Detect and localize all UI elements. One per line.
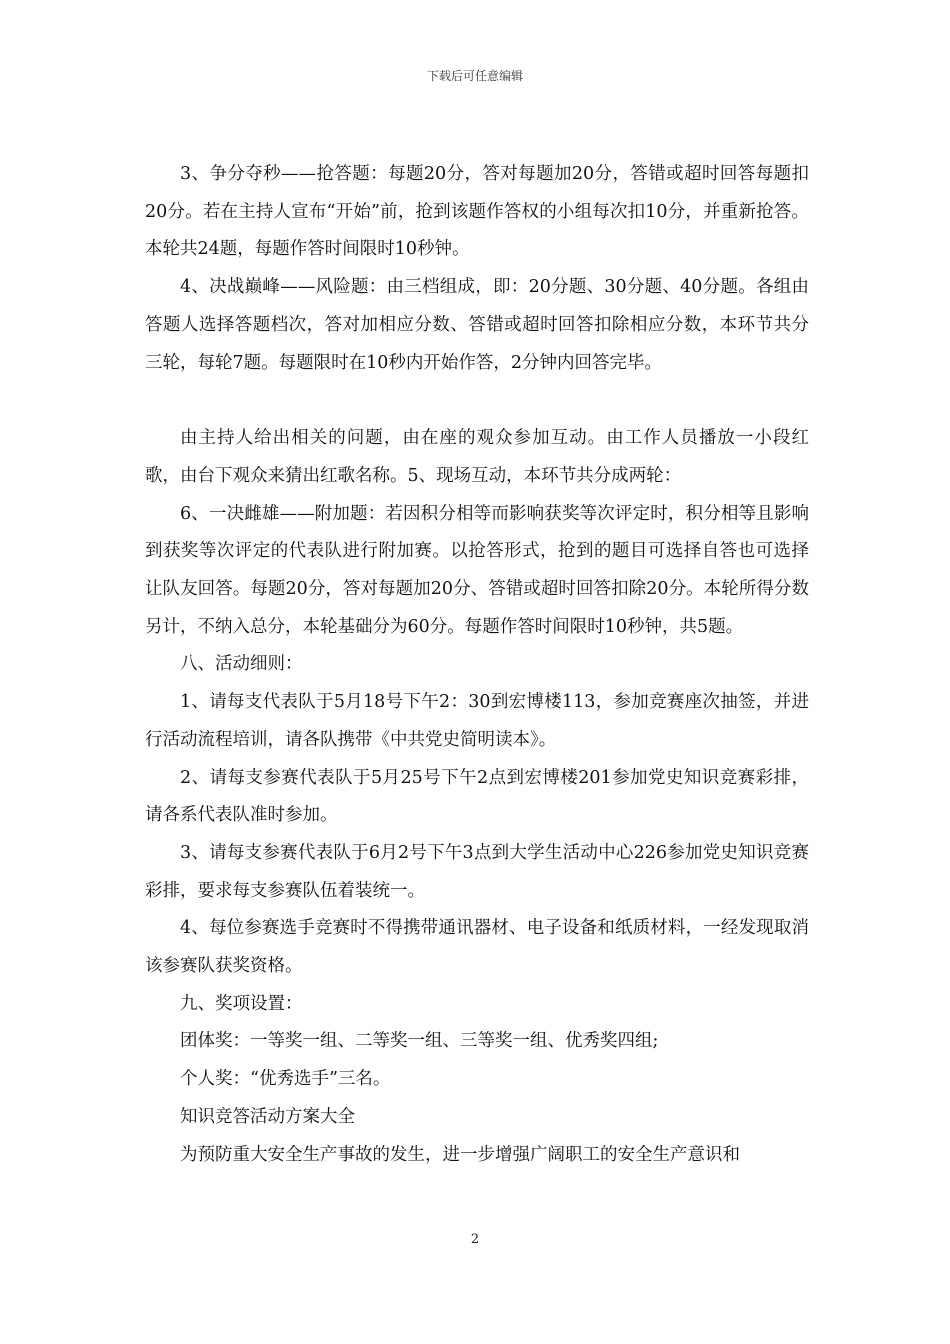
section-heading-awards: 九、奖项设置： xyxy=(180,993,303,1014)
section-heading-plan-title: 知识竞答活动方案大全 xyxy=(180,1106,355,1127)
paragraph-audience-interaction: 由主持人给出相关的问题，由在座的观众参加互动。由工作人员播放一小段红歌，由台下观众来猜出红歌名称。5、现场互动，本环节共分成两轮： xyxy=(145,428,809,486)
paragraph-plan-intro: 为预防重大安全生产事故的发生，进一步增强广阔职工的安全生产意识和 xyxy=(180,1144,740,1165)
document-body xyxy=(145,156,809,1174)
paragraph-team-awards: 团体奖：一等奖一组、二等奖一组、三等奖一组、优秀奖四组; xyxy=(180,1031,659,1052)
paragraph-detail-4: 4、每位参赛选手竞赛时不得携带通讯器材、电子设备和纸质材料，一经发现取消该参赛队获奖资格。 xyxy=(145,918,809,977)
paragraph-detail-3: 3、请每支参赛代表队于6月2号下午3点到大学生活动中心226参加党史知识竞赛彩排，要求每支参赛队伍着装统一。 xyxy=(145,842,809,901)
paragraph-gap xyxy=(145,382,809,420)
page-header-note: 下载后可任意编辑 xyxy=(426,69,523,83)
section-heading-activity-rules: 八、活动细则： xyxy=(180,654,303,675)
page-number: 2 xyxy=(470,1232,480,1247)
paragraph-rule-4: 4、决战巅峰——风险题：由三档组成，即：20分题、30分题、40分题。各组由答题人选择答题档次，答对加相应分数、答错或超时回答扣除相应分数，本环节共分三轮，每轮7题。每题限时在10秒内开始作答，2分钟内回答完毕。 xyxy=(145,277,809,373)
paragraph-detail-2: 2、请每支参赛代表队于5月25号下午2点到宏博楼201参加党史知识竞赛彩排，请各系代表队准时参加。 xyxy=(145,767,809,826)
paragraph-individual-awards: 个人奖：“优秀选手”三名。 xyxy=(180,1069,391,1090)
paragraph-detail-1: 1、请每支代表队于5月18号下午2：30到宏博楼113，参加竞赛座次抽签，并进行活动流程培训，请各队携带《中共党史简明读本》。 xyxy=(145,692,809,750)
paragraph-rule-6: 6、一决雌雄——附加题：若因积分相等而影响获奖等次评定时，积分相等且影响到获奖等次评定的代表队进行附加赛。以抢答形式，抢到的题目可选择自答也可选择让队友回答。每题20分，答对每题加20分、答错或超时回答扣除20分。本轮所得分数另计，不纳入总分，本轮基础分为60分。每题作答时间限时10秒钟，共5题。 xyxy=(145,503,809,637)
paragraph-rule-3: 3、争分夺秒——抢答题：每题20分，答对每题加20分，答错或超时回答每题扣20分。若在主持人宣布“开始”前，抢到该题作答权的小组每次扣10分，并重新抢答。本轮共24题，每题作答时间限时10秒钟。 xyxy=(145,164,809,260)
